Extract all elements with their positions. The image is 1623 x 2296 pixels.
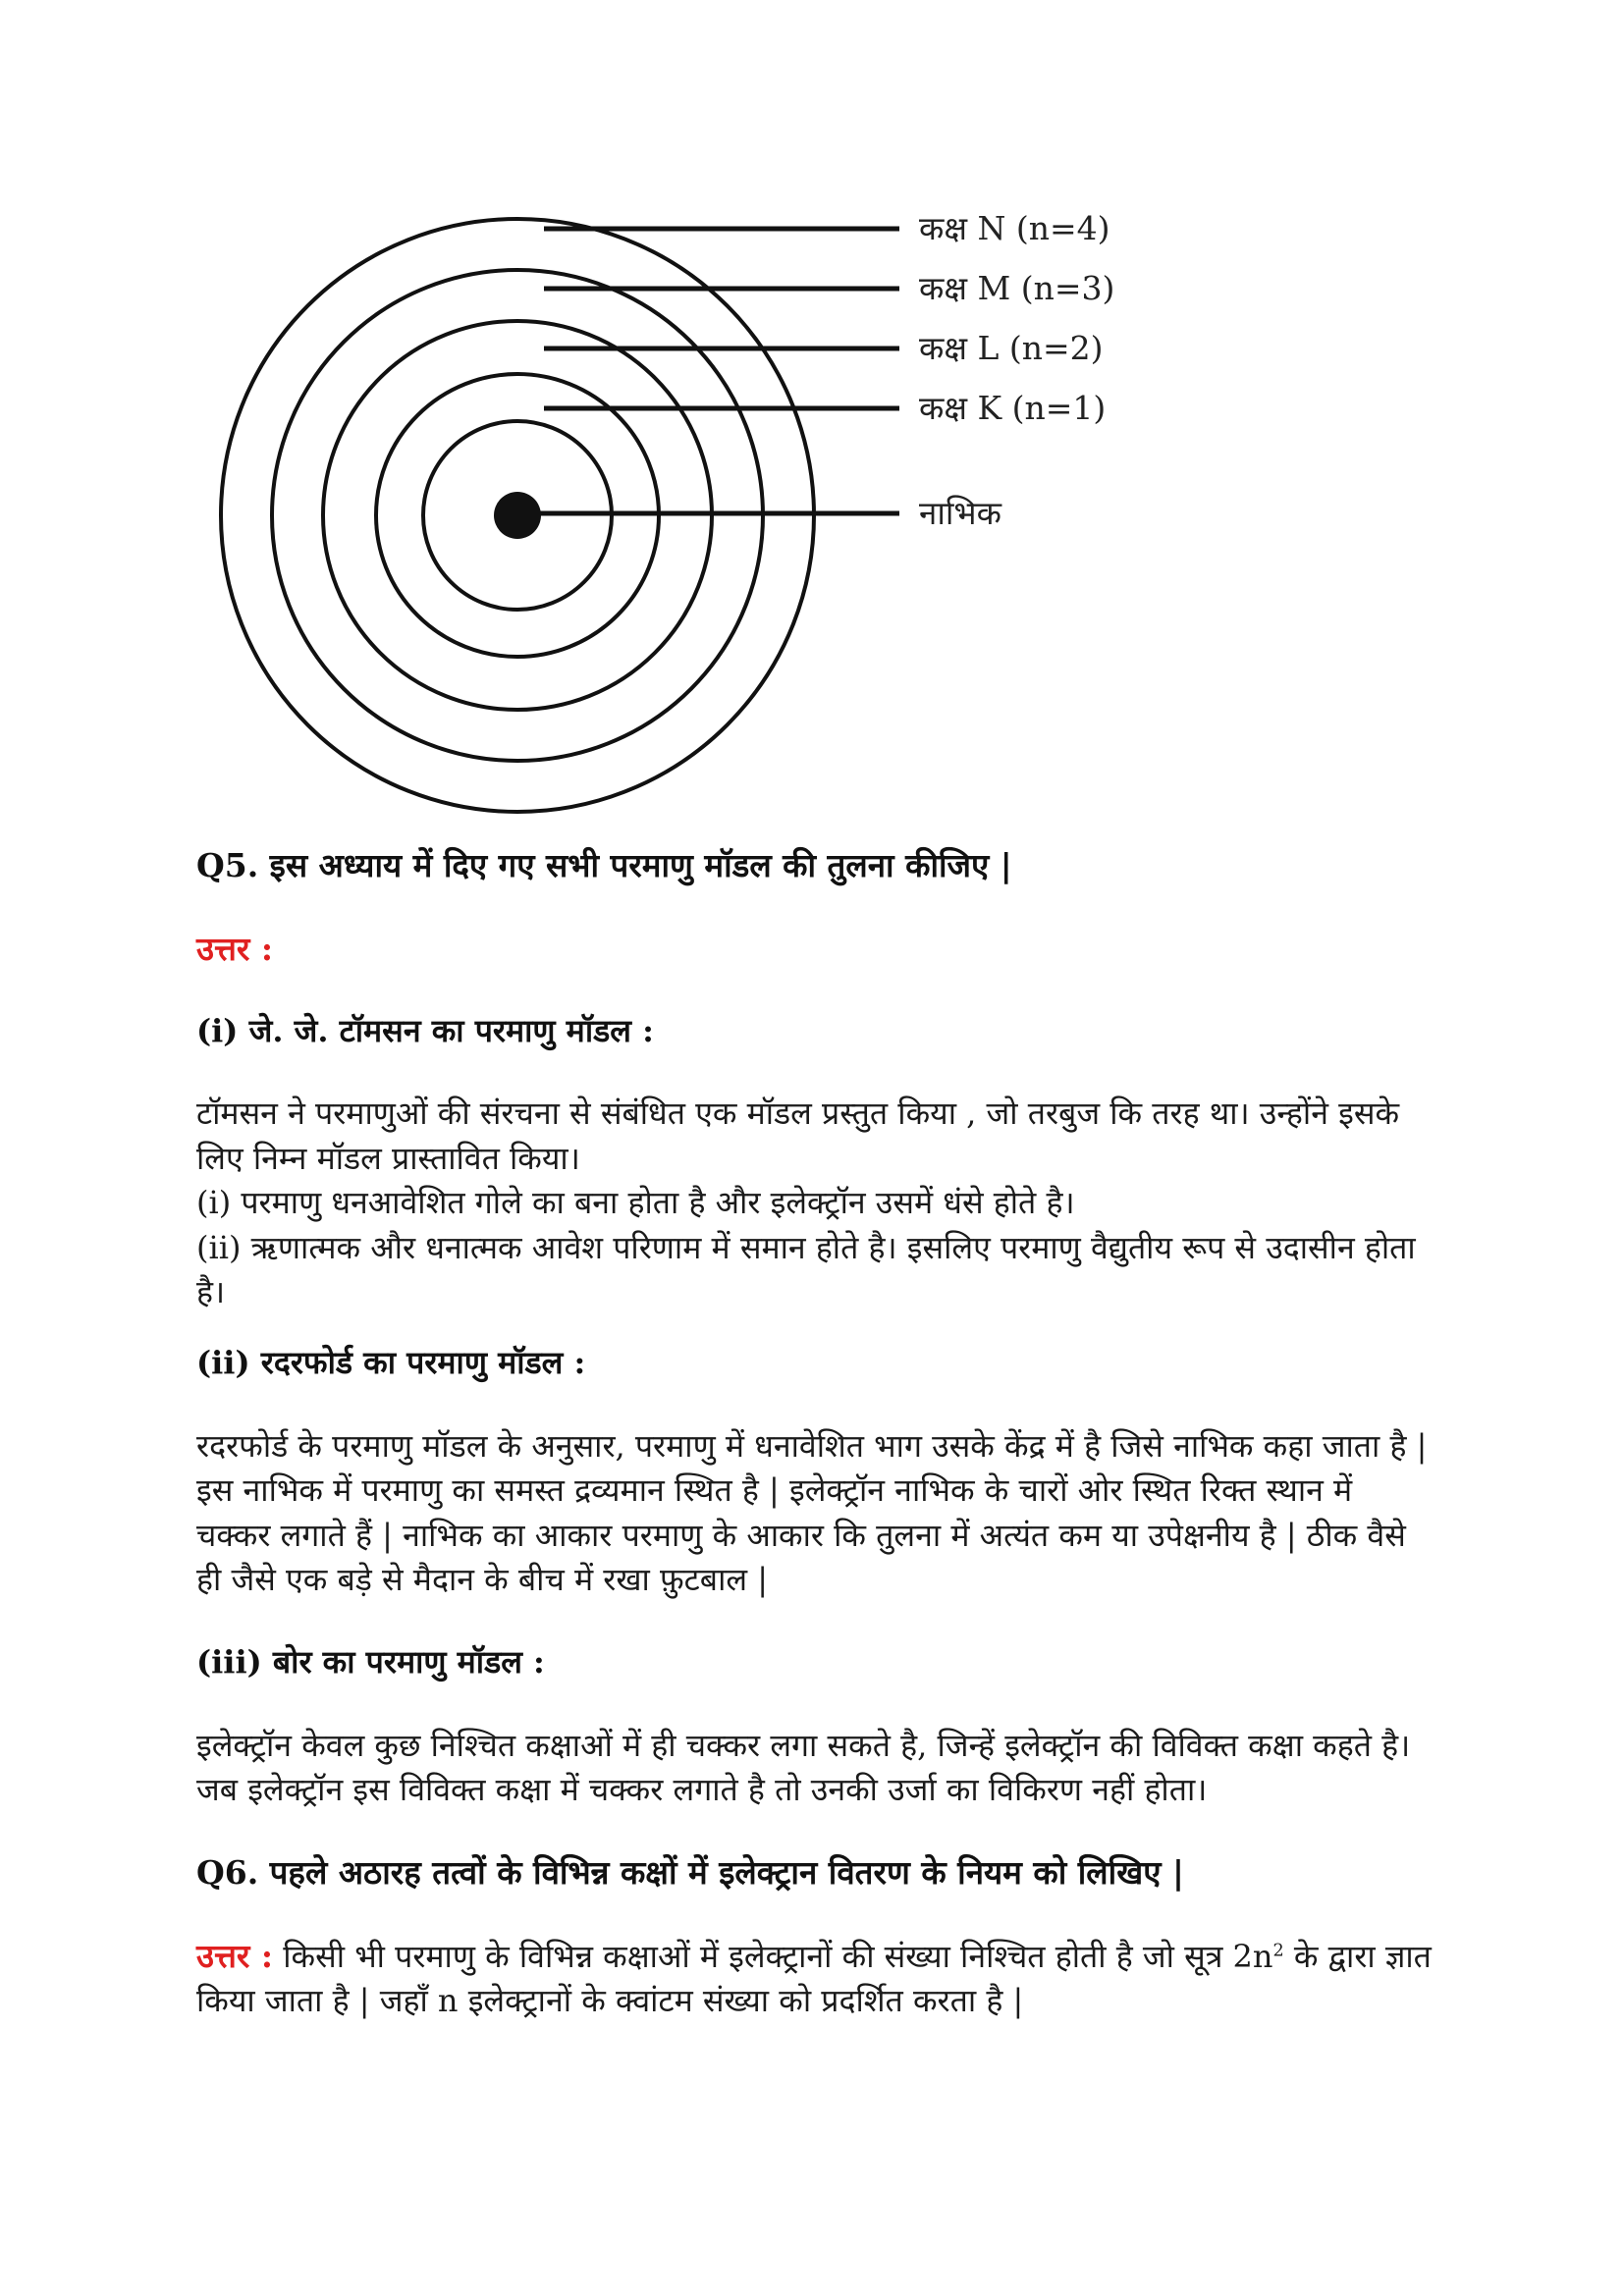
q6-answer bbox=[196, 1935, 1434, 2024]
atomic-orbit-diagram bbox=[196, 187, 1178, 854]
q6-text-after: के द्वारा ज्ञात किया जाता है | जहाँ n इलेक्ट्रानों के क्वांटम संख्या को प्रदर्शित करता है | bbox=[196, 1938, 1432, 2020]
q6-superscript: 2 bbox=[1272, 1941, 1284, 1961]
nucleus-label: नाभिक bbox=[919, 494, 1001, 532]
orbit-k-label: कक्ष K (n=1) bbox=[919, 389, 1107, 427]
rutherford-heading: (ii) रदरफोर्ड का परमाणु मॉडल : bbox=[196, 1344, 586, 1382]
orbit-n-label: कक्ष N (n=4) bbox=[919, 209, 1110, 247]
q5-heading: Q5. इस अध्याय में दिए गए सभी परमाणु मॉडल की तुलना कीजिए | bbox=[196, 846, 1012, 884]
q6-heading: Q6. पहले अठारह तत्वों के विभिन्न कक्षों में इलेक्ट्रान वितरण के नियम को लिखिए | bbox=[196, 1853, 1184, 1893]
rutherford-text: रदरफोर्ड के परमाणु मॉडल के अनुसार, परमाणु में धनावेशित भाग उसके केंद्र में है जिसे नाभिक कहा जाता है | इस नाभिक में परमाणु का समस्त द्रव्यमान स्थित है | इलेक्ट्रॉन नाभिक के चारों ओर स्थित रिक्त स्थान में चक्कर लगाते हैं | नाभिक का आकार परमाणु के आकार कि तुलना में अत्यंत कम या उपेक्षनीय है | ठीक वैसे ही जैसे एक बड़े से मैदान के बीच में रखा फ़ुटबाल | bbox=[196, 1426, 1428, 1598]
thomson-text-1: टॉमसन ने परमाणुओं की संरचना से संबंधित एक मॉडल प्रस्तुत किया , जो तरबुज कि तरह था। उन्होंने इसके लिए निम्न मॉडल प्रास्तावित किया। bbox=[196, 1095, 1400, 1177]
answer-content bbox=[196, 844, 1434, 2024]
q5-answer-label: उत्तर : bbox=[196, 929, 274, 968]
thomson-text-3: (ii) ऋणात्मक और धनात्मक आवेश परिणाम में समान होते है। इसलिए परमाणु वैद्युतीय रूप से उदासीन होता है। bbox=[196, 1228, 1416, 1311]
orbit-l-label: कक्ष L (n=2) bbox=[919, 329, 1104, 367]
bohr-heading: (iii) बोर का परमाणु मॉडल : bbox=[196, 1643, 545, 1682]
bohr-text: इलेक्ट्रॉन केवल कुछ निश्चित कक्षाओं में ही चक्कर लगा सकते है, जिन्हें इलेक्ट्रॉन की विविक्त कक्षा कहते है। जब इलेक्ट्रॉन इस विविक्त कक्षा में चक्कर लगाते है तो उनकी उर्जा का विकिरण नहीं होता। bbox=[196, 1726, 1411, 1809]
q6-answer-label: उत्तर : bbox=[196, 1937, 274, 1976]
orbit-m-label: कक्ष M (n=3) bbox=[919, 269, 1115, 307]
q6-text-before: किसी भी परमाणु के विभिन्न कक्षाओं में इलेक्ट्रानों की संख्या निश्चित होती है जो सूत्र 2n bbox=[283, 1938, 1273, 1976]
thomson-text-2: (i) परमाणु धनआवेशित गोले का बना होता है और इलेक्ट्रॉन उसमें धंसे होते है। bbox=[196, 1184, 1075, 1222]
thomson-heading: (i) जे. जे. टॉमसन का परमाणु मॉडल : bbox=[196, 1012, 654, 1050]
